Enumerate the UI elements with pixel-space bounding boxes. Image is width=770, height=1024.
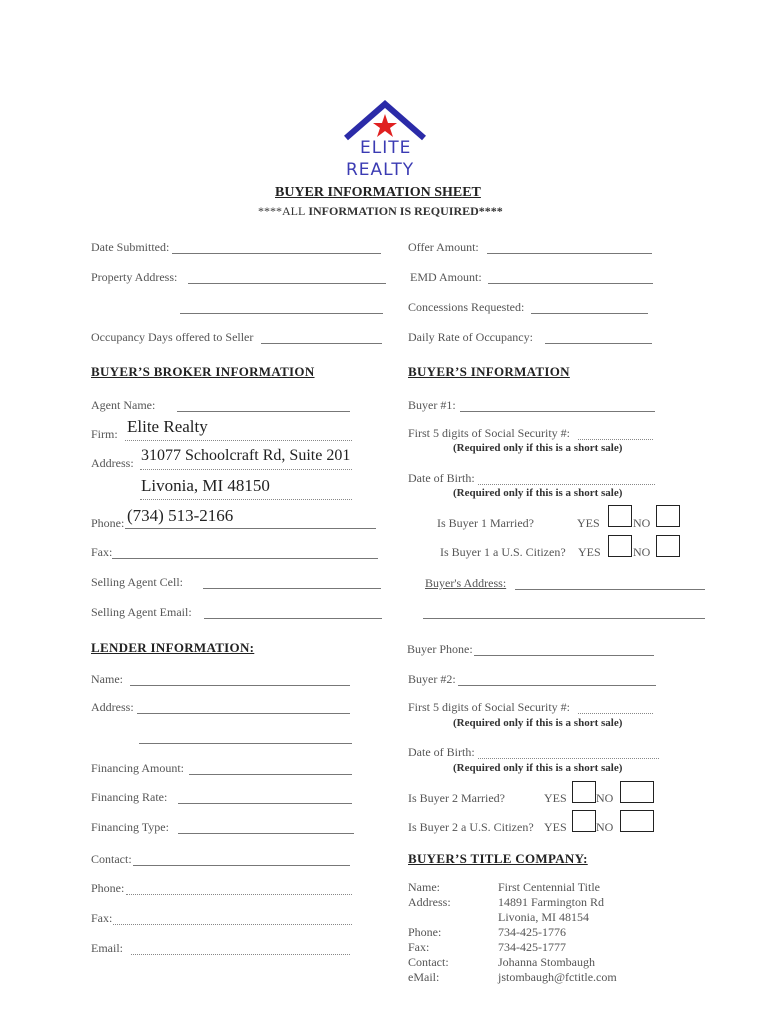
subtitle-stars: ****ALL xyxy=(258,204,306,218)
citizen2-yes-checkbox[interactable] xyxy=(572,810,596,832)
firm-value: Elite Realty xyxy=(127,417,208,436)
citizen1-no-label: NO xyxy=(633,545,651,559)
title-company-value: First Centennial Title xyxy=(498,880,601,894)
buyer-address-field-2[interactable] xyxy=(423,618,705,619)
agent-cell-label: Selling Agent Cell: xyxy=(91,575,183,589)
married2-no-label: NO xyxy=(596,791,614,805)
ssn1-label: First 5 digits of Social Security #: xyxy=(408,426,570,440)
concessions-label: Concessions Requested: xyxy=(408,300,525,314)
occupancy-days-field[interactable] xyxy=(261,343,382,344)
lender-address-label: Address: xyxy=(91,700,134,714)
broker-phone-field[interactable] xyxy=(125,528,376,529)
financing-type-field[interactable] xyxy=(178,833,354,834)
dob1-field[interactable] xyxy=(478,484,655,485)
title-company-label: Contact: xyxy=(408,955,449,969)
citizen2-no-checkbox[interactable] xyxy=(620,810,654,832)
lender-fax-field[interactable] xyxy=(113,924,352,925)
lender-fax-label: Fax: xyxy=(91,911,113,925)
logo-line2: REALTY xyxy=(346,160,415,180)
buyer2-label: Buyer #2: xyxy=(408,672,456,686)
offer-amount-field[interactable] xyxy=(487,253,652,254)
married1-yes-checkbox[interactable] xyxy=(608,505,632,527)
ssn2-required-note: (Required only if this is a short sale) xyxy=(453,717,623,729)
financing-type-label: Financing Type: xyxy=(91,820,169,834)
married1-no-checkbox[interactable] xyxy=(656,505,680,527)
lender-phone-field[interactable] xyxy=(126,894,352,895)
lender-phone-label: Phone: xyxy=(91,881,125,895)
lender-heading: LENDER INFORMATION: xyxy=(91,640,255,655)
title-company-value: Johanna Stombaugh xyxy=(498,955,595,969)
title-company-value: 734-425-1776 xyxy=(498,925,566,939)
lender-contact-label: Contact: xyxy=(91,852,132,866)
buyer-phone-field[interactable] xyxy=(474,655,654,656)
broker-address-field-2[interactable] xyxy=(140,499,352,500)
buyer-address-field[interactable] xyxy=(515,589,705,590)
dob2-label: Date of Birth: xyxy=(408,745,475,759)
title-company-label: Phone: xyxy=(408,925,442,939)
emd-amount-field[interactable] xyxy=(488,283,653,284)
offer-amount-label: Offer Amount: xyxy=(408,240,479,254)
page-subtitle xyxy=(258,204,503,219)
broker-address-label: Address: xyxy=(91,456,134,470)
dob2-required-note: (Required only if this is a short sale) xyxy=(453,762,623,774)
broker-address-line2: Livonia, MI 48150 xyxy=(141,476,270,495)
financing-rate-label: Financing Rate: xyxy=(91,790,168,804)
lender-address-field-2[interactable] xyxy=(139,743,352,744)
lender-contact-field[interactable] xyxy=(133,865,350,866)
buyer2-field[interactable] xyxy=(458,685,656,686)
emd-amount-label: EMD Amount: xyxy=(410,270,482,284)
property-address-label: Property Address: xyxy=(91,270,178,284)
firm-field[interactable] xyxy=(125,440,352,441)
ssn1-field[interactable] xyxy=(578,439,653,440)
citizen1-yes-label: YES xyxy=(578,545,601,559)
title-company-value: 734-425-1777 xyxy=(498,940,566,954)
title-company-label: Name: xyxy=(408,880,440,894)
title-company-value: Livonia, MI 48154 xyxy=(498,910,589,924)
agent-name-label: Agent Name: xyxy=(91,398,156,412)
broker-address-field[interactable] xyxy=(140,469,352,470)
broker-phone-label: Phone: xyxy=(91,516,125,530)
dob2-field[interactable] xyxy=(478,758,659,759)
daily-rate-label: Daily Rate of Occupancy: xyxy=(408,330,533,344)
broker-fax-label: Fax: xyxy=(91,545,113,559)
broker-address-line1: 31077 Schoolcraft Rd, Suite 201 xyxy=(141,447,351,464)
broker-fax-field[interactable] xyxy=(112,558,378,559)
married1-yes-label: YES xyxy=(577,516,600,530)
dob1-required-note: (Required only if this is a short sale) xyxy=(453,487,623,499)
property-address-field-2[interactable] xyxy=(180,313,383,314)
title-company-value: 14891 Farmington Rd xyxy=(498,895,605,909)
title-company-heading: BUYER’S TITLE COMPANY: xyxy=(408,851,588,866)
logo xyxy=(340,100,430,184)
citizen2-no-label: NO xyxy=(596,820,614,834)
firm-label: Firm: xyxy=(91,427,118,441)
date-submitted-field[interactable] xyxy=(172,253,381,254)
married2-label: Is Buyer 2 Married? xyxy=(408,791,505,805)
lender-name-field[interactable] xyxy=(130,685,350,686)
married2-yes-checkbox[interactable] xyxy=(572,781,596,803)
buyer-phone-label: Buyer Phone: xyxy=(407,642,473,656)
broker-phone-value: (734) 513-2166 xyxy=(127,506,234,525)
married1-no-label: NO xyxy=(633,516,651,530)
dob1-label: Date of Birth: xyxy=(408,471,475,485)
lender-name-label: Name: xyxy=(91,672,123,686)
title-company-value: jstombaugh@fctitle.com xyxy=(498,970,617,984)
page-title: BUYER INFORMATION SHEET xyxy=(275,185,481,200)
citizen2-yes-label: YES xyxy=(544,820,567,834)
citizen1-label: Is Buyer 1 a U.S. Citizen? xyxy=(440,545,566,559)
agent-cell-field[interactable] xyxy=(203,588,381,589)
agent-email-field[interactable] xyxy=(204,618,382,619)
ssn2-label: First 5 digits of Social Security #: xyxy=(408,700,570,714)
buyer1-field[interactable] xyxy=(460,411,655,412)
title-company-label: Fax: xyxy=(408,940,430,954)
lender-email-label: Email: xyxy=(91,941,123,955)
citizen1-yes-checkbox[interactable] xyxy=(608,535,632,557)
title-company-label: Address: xyxy=(408,895,451,909)
buyer-heading: BUYER’S INFORMATION xyxy=(408,364,570,379)
financing-amount-field[interactable] xyxy=(189,774,352,775)
ssn1-required-note: (Required only if this is a short sale) xyxy=(453,442,623,454)
buyer1-label: Buyer #1: xyxy=(408,398,456,412)
agent-email-label: Selling Agent Email: xyxy=(91,605,192,619)
citizen1-no-checkbox[interactable] xyxy=(656,535,680,557)
married2-no-checkbox[interactable] xyxy=(620,781,654,803)
lender-email-field[interactable] xyxy=(131,954,350,955)
date-submitted-label: Date Submitted: xyxy=(91,240,170,254)
buyer-address-label: Buyer's Address: xyxy=(425,576,507,590)
property-address-field[interactable] xyxy=(188,283,386,284)
ssn2-field[interactable] xyxy=(578,713,653,714)
married2-yes-label: YES xyxy=(544,791,567,805)
lender-address-field[interactable] xyxy=(137,713,350,714)
financing-rate-field[interactable] xyxy=(178,803,352,804)
subtitle-text: INFORMATION IS REQUIRED**** xyxy=(305,204,503,218)
citizen2-label: Is Buyer 2 a U.S. Citizen? xyxy=(408,820,534,834)
logo-line1: ELITE xyxy=(360,138,412,158)
married1-label: Is Buyer 1 Married? xyxy=(437,516,534,530)
daily-rate-field[interactable] xyxy=(545,343,652,344)
financing-amount-label: Financing Amount: xyxy=(91,761,184,775)
agent-name-field[interactable] xyxy=(177,411,350,412)
occupancy-days-label: Occupancy Days offered to Seller xyxy=(91,330,254,344)
broker-heading: BUYER’S BROKER INFORMATION xyxy=(91,364,315,379)
concessions-field[interactable] xyxy=(531,313,648,314)
title-company-label: eMail: xyxy=(408,970,440,984)
